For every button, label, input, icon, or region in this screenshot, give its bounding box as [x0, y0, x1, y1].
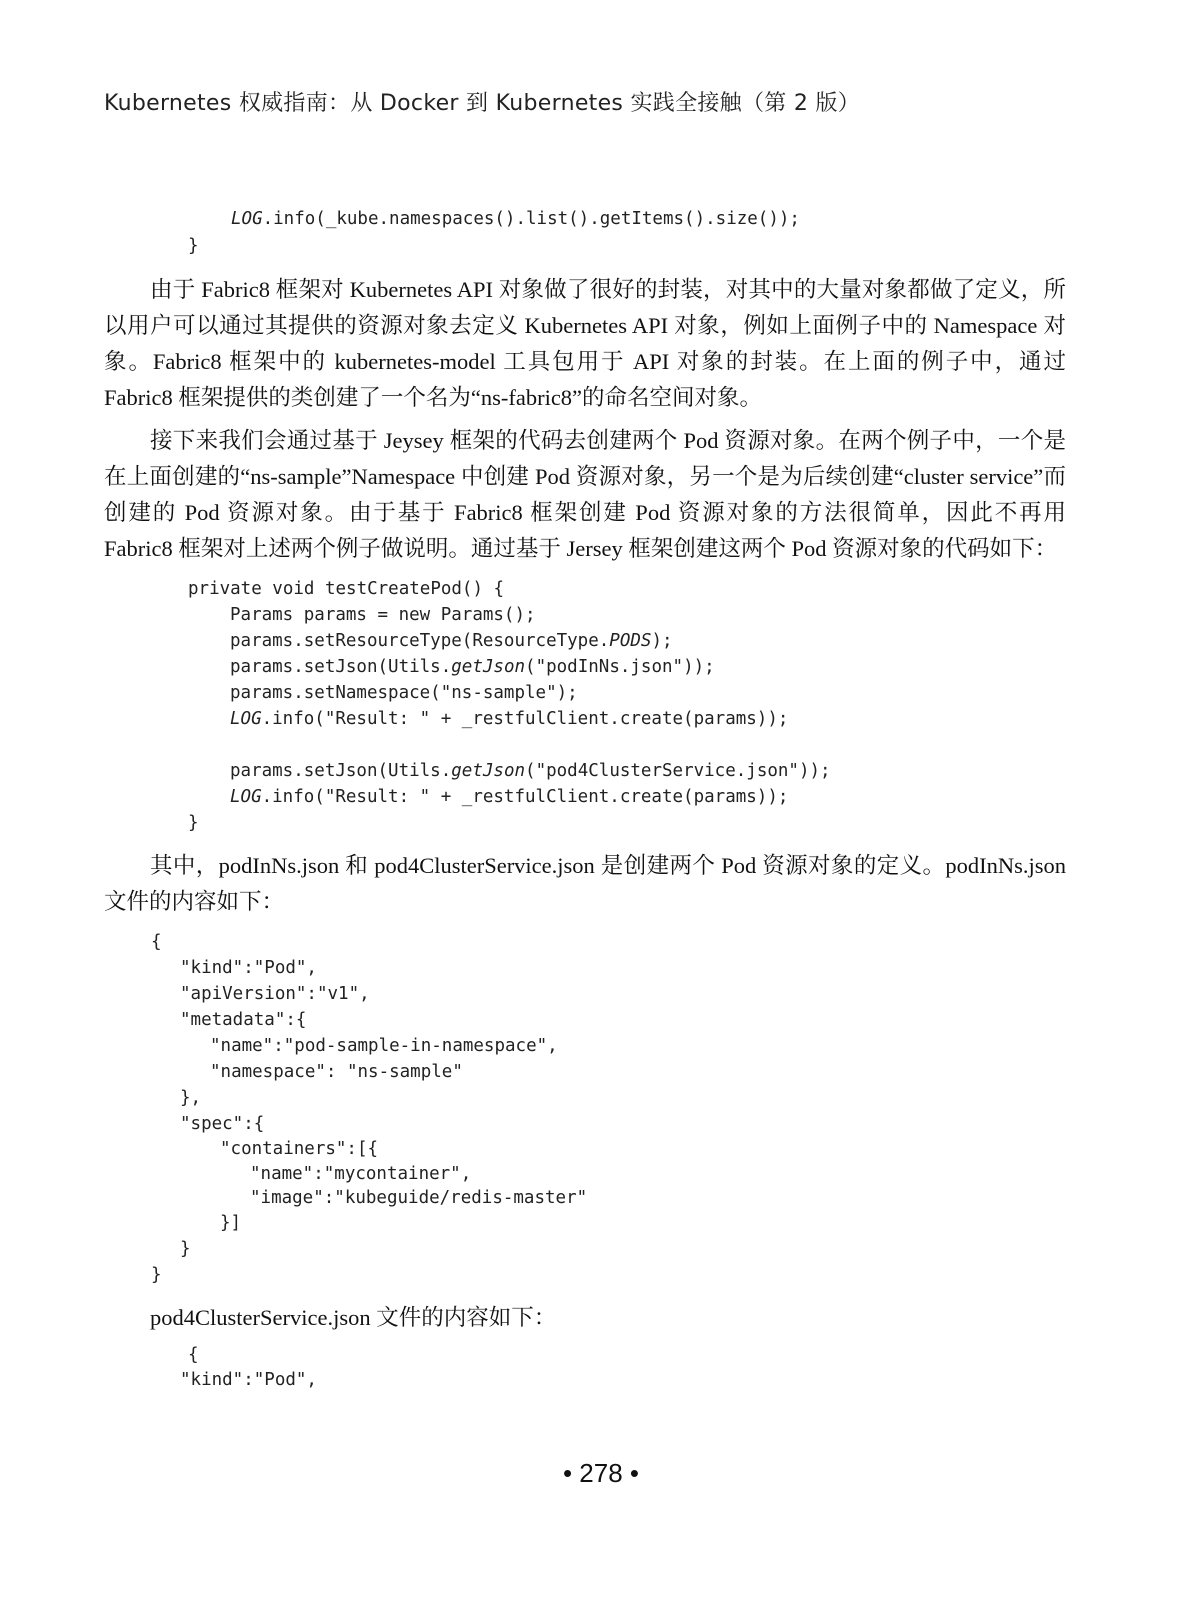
code-line: } — [188, 236, 199, 256]
paragraph: 接下来我们会通过基于 Jeysey 框架的代码去创建两个 Pod 资源对象。在两个例子中，一个是在上面创建的“ns-sample”Namespace 中创建 Pod 资源对象，另一个是为后续创建“cluster service”而创建的 Pod 资源对象。由于基于 Fabric8 框架创建 Pod 资源对象的方法很简单，因此不再用 Fabric8 框架对上述两个例子做说明。通过基于 Jersey 框架创建这两个 Pod 资源对象的代码如下： — [104, 428, 1066, 561]
json-line: { — [188, 1345, 199, 1365]
json-line: } — [151, 1265, 162, 1285]
json-line: "name":"mycontainer", — [250, 1164, 472, 1184]
json-line: "kind":"Pod", — [180, 958, 317, 978]
body-text — [104, 848, 1066, 920]
code-token: ); — [651, 631, 673, 651]
page-number: • 278 • — [562, 1458, 640, 1488]
code-token: getJson — [451, 657, 526, 677]
code-line — [230, 628, 673, 654]
code-token: params.setJson(Utils. — [230, 761, 452, 781]
code-line — [230, 784, 788, 810]
json-line: "image":"kubeguide/redis-master" — [250, 1188, 588, 1208]
code-token: ("pod4ClusterService.json")); — [525, 761, 831, 781]
code-line — [231, 206, 800, 232]
paragraph: 其中，podInNs.json 和 pod4ClusterService.json 是创建两个 Pod 资源对象的定义。podInNs.json 文件的内容如下： — [104, 853, 1066, 914]
code-token: PODS — [609, 631, 652, 651]
code-token: getJson — [451, 761, 526, 781]
json-line: } — [180, 1239, 191, 1259]
code-line: private void testCreatePod() { — [188, 579, 505, 599]
code-token: .info("Result: " + _restfulClient.create(params)); — [261, 709, 789, 729]
json-line: "name":"pod-sample-in-namespace", — [210, 1036, 558, 1056]
code-token: LOG — [230, 709, 262, 729]
code-token: .info(_kube.namespaces().list().getItems().size()); — [262, 209, 800, 229]
json-line: }, — [180, 1088, 202, 1108]
json-line: "metadata":{ — [180, 1010, 307, 1030]
json-line: "namespace": "ns-sample" — [210, 1062, 463, 1082]
json-line: "apiVersion":"v1", — [180, 984, 370, 1004]
code-line — [230, 706, 788, 732]
code-line: Params params = new Params(); — [230, 605, 536, 625]
json-line: "spec":{ — [180, 1114, 265, 1134]
code-token: ("podInNs.json")); — [525, 657, 715, 677]
body-text — [104, 272, 1066, 567]
code-line: params.setNamespace("ns-sample"); — [230, 683, 578, 703]
code-line — [230, 758, 831, 784]
code-line — [230, 654, 715, 680]
code-token: params.setJson(Utils. — [230, 657, 452, 677]
caption-text: pod4ClusterService.json 文件的内容如下： — [150, 1305, 557, 1330]
code-line: } — [188, 813, 199, 833]
code-token: LOG — [231, 209, 263, 229]
code-token: params.setResourceType(ResourceType. — [230, 631, 610, 651]
json-line: }] — [220, 1213, 242, 1233]
code-token: .info("Result: " + _restfulClient.create(params)); — [261, 787, 789, 807]
code-token: LOG — [230, 787, 262, 807]
json-line: "containers":[{ — [220, 1139, 379, 1159]
running-header: Kubernetes 权威指南：从 Docker 到 Kubernetes 实践全接触（第 2 版） — [104, 91, 861, 116]
json-line: { — [151, 932, 162, 952]
paragraph: 由于 Fabric8 框架对 Kubernetes API 对象做了很好的封装，对其中的大量对象都做了定义，所以用户可以通过其提供的资源对象去定义 Kubernetes API 对象，例如上面例子中的 Namespace 对象。Fabric8 框架中的 kubernetes-model 工具包用于 API 对象的封装。在上面的例子中，通过 Fabric8 框架提供的类创建了一个名为“ns-fabric8”的命名空间对象。 — [104, 277, 1066, 410]
json-line: "kind":"Pod", — [180, 1370, 317, 1390]
